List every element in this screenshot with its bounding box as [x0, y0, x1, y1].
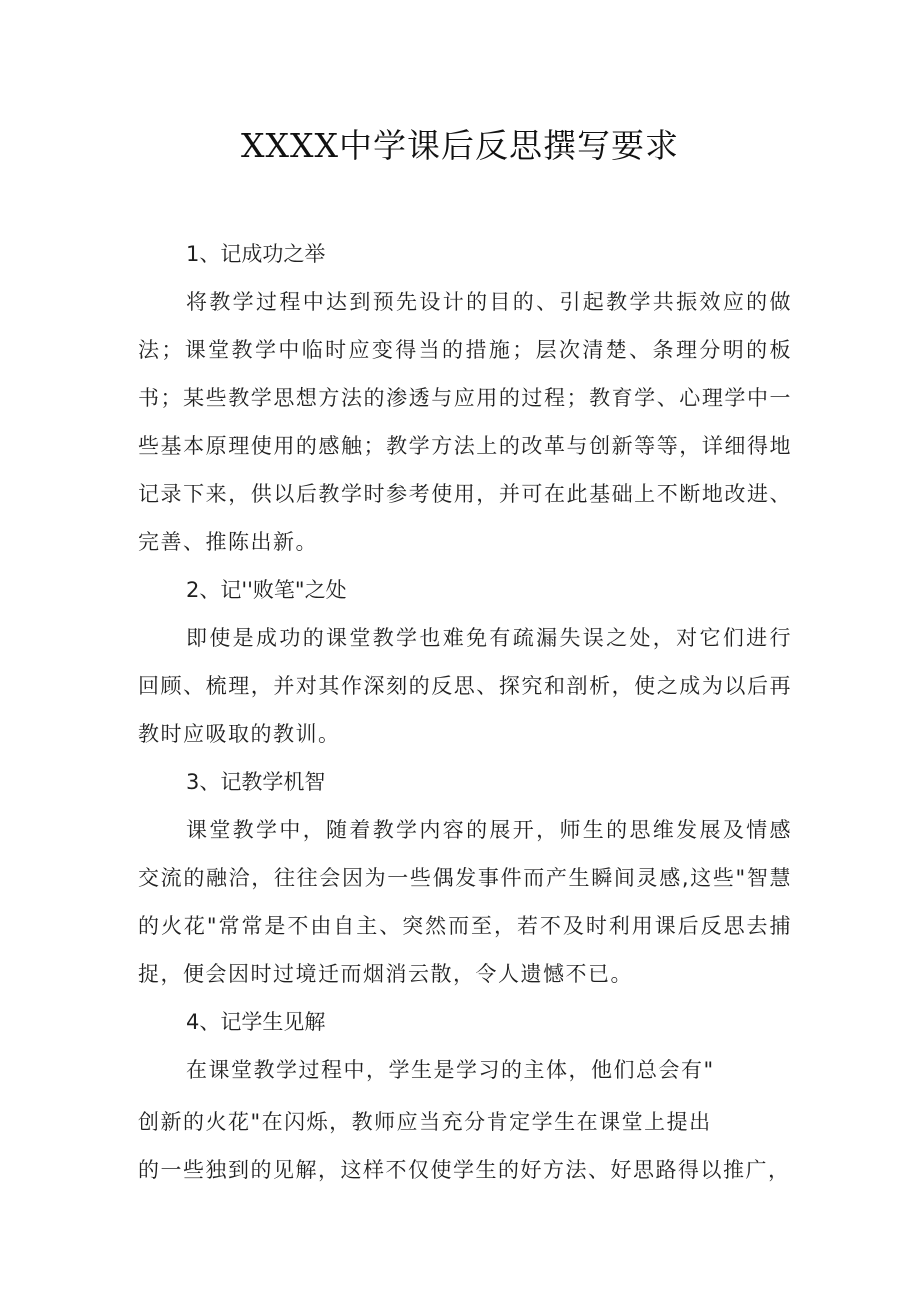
section-4-line-3: 的一些独到的见解，这样不仅使学生的好方法、好思路得以推广，: [138, 1158, 791, 1182]
section-4-heading: 4、记学生见解: [186, 1010, 326, 1034]
section-3-heading: 3、记教学机智: [186, 770, 326, 794]
document-body: [138, 230, 792, 1194]
section-4-line-1: 在课堂教学过程中，学生是学习的主体，他们总会有": [186, 1058, 715, 1082]
section-2-heading: 2、记''败笔"之处: [186, 578, 347, 602]
section-4-line-2: 创新的火花"在闪烁，教师应当充分肯定学生在课堂上提出: [138, 1110, 712, 1134]
section-3-paragraph: 课堂教学中，随着教学内容的展开，师生的思维发展及情感交流的融洽，往往会因为一些偶发事件而产生瞬间灵感,这些"智慧的火花"常常是不由自主、突然而至，若不及时利用课后反思去捕捉，便会因时过境迁而烟消云散，令人遗憾不已。: [138, 818, 792, 986]
section-2-paragraph: 即使是成功的课堂教学也难免有疏漏失误之处，对它们进行回顾、梳理，并对其作深刻的反思、探究和剖析，使之成为以后再教时应吸取的教训。: [138, 626, 792, 746]
section-1-heading: 1、记成功之举: [186, 242, 326, 266]
document-title: XXXX中学课后反思撰写要求: [241, 126, 679, 165]
section-1-paragraph: 将教学过程中达到预先设计的目的、引起教学共振效应的做法；课堂教学中临时应变得当的措施；层次清楚、条理分明的板书；某些教学思想方法的渗透与应用的过程；教育学、心理学中一些基本原理使用的感触；教学方法上的改革与创新等等，详细得地记录下来，供以后教学时参考使用，并可在此基础上不断地改进、完善、推陈出新。: [138, 290, 792, 554]
